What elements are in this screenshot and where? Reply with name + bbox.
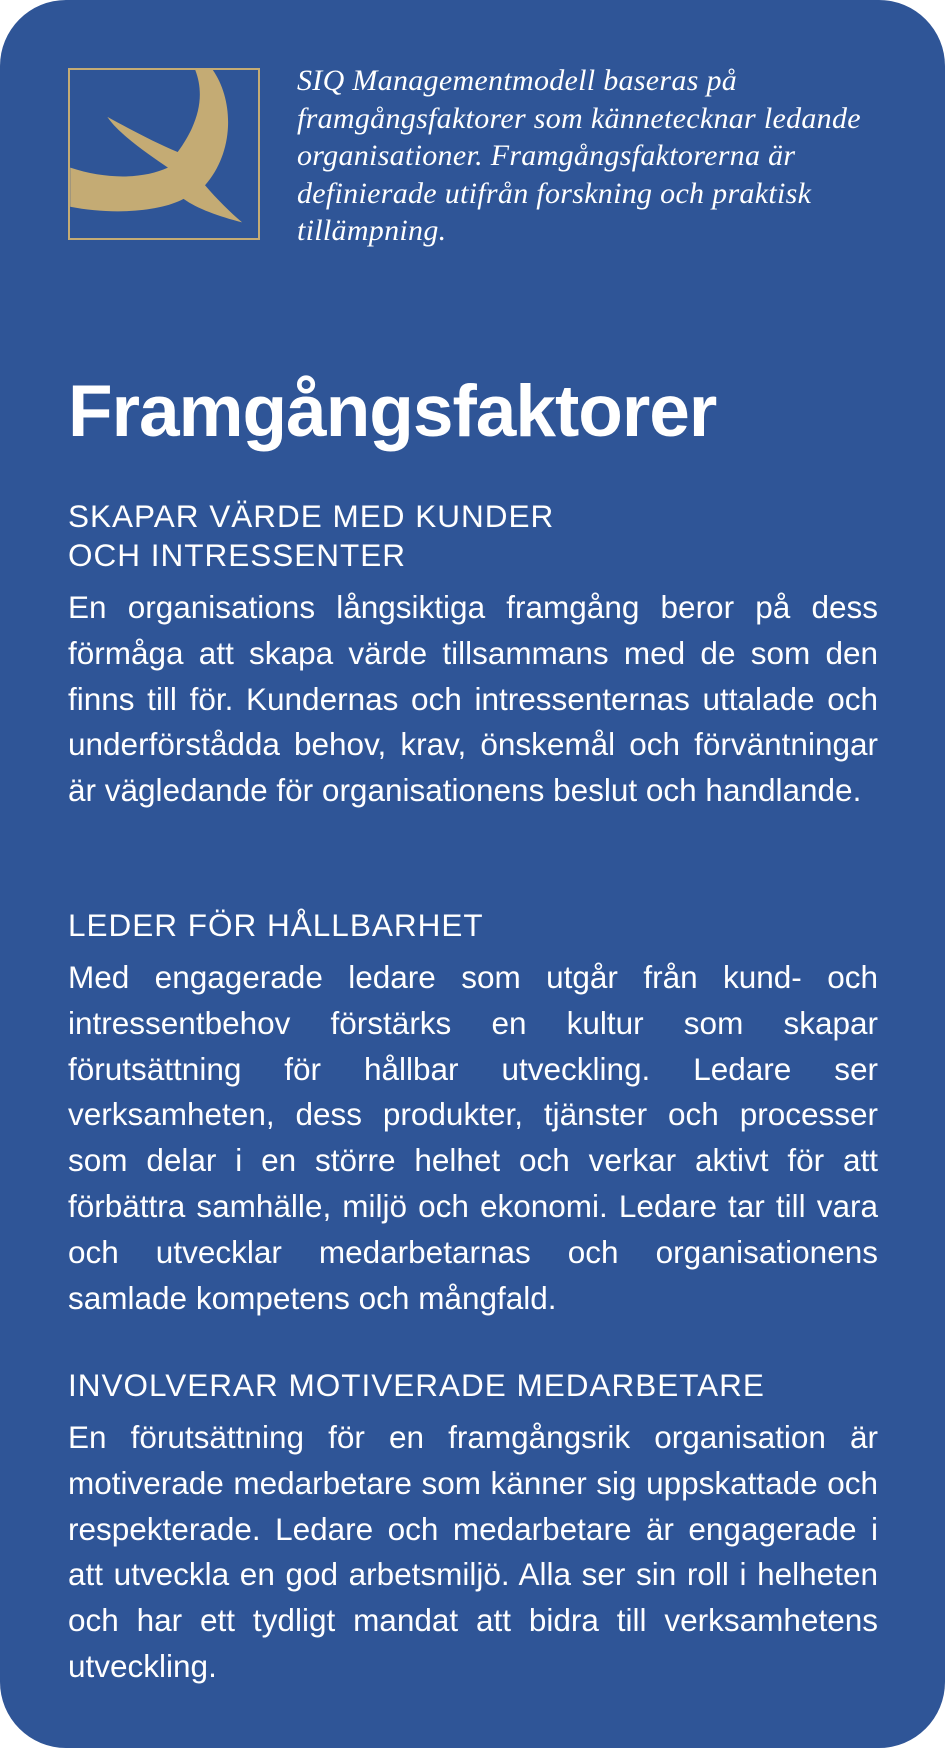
section-hallbarhet: [68, 906, 878, 1321]
section-heading-line: OCH INTRESSENTER: [68, 537, 407, 573]
siq-logo-icon: [70, 70, 258, 238]
section-body: En organisations långsiktiga framgång beror på dess förmåga att skapa värde tillsammans med de som den finns till för. Kundernas och intressenternas uttalade och underförstådda behov, krav, önskemål och förväntningar är vägledande för organisationens beslut och handlande.: [68, 589, 878, 809]
section-medarbetare: [68, 1366, 878, 1690]
section-body: Med engagerade ledare som utgår från kund- och intressentbehov förstärks en kultur som skapar förutsättning för hållbar utveckling. Ledare ser verksamheten, dess produkter, tjänster och processer som delar i en större helhet och verkar aktivt för att förbättra samhälle, miljö och ekonomi. Ledare tar till vara och utvecklar medarbetarnas och organisationens samlade kompetens och mångfald.: [68, 959, 878, 1316]
section-heading: LEDER FÖR HÅLLBARHET: [68, 907, 484, 943]
section-kunder: [68, 497, 878, 814]
section-heading: [68, 497, 878, 575]
section-heading-line: SKAPAR VÄRDE MED KUNDER: [68, 498, 555, 534]
intro-text: SIQ Managementmodell baseras på framgångsfaktorer som kännetecknar ledande organisationer. Framgångsfaktorerna är definierade utifrån forskning och praktisk tillämpning.: [297, 64, 861, 247]
section-heading: INVOLVERAR MOTIVERADE MEDARBETARE: [68, 1367, 765, 1403]
siq-logo: [68, 68, 260, 240]
page-title: Framgångsfaktorer: [68, 371, 717, 452]
section-body: En förutsättning för en framgångsrik organisation är motiverade medarbetare som känner sig uppskattade och respekterade. Ledare och medarbetare är engagerade i att utveckla en god arbetsmiljö. Alla ser sin roll i helheten och har ett tydligt mandat att bidra till verksamhetens utveckling.: [68, 1419, 878, 1684]
